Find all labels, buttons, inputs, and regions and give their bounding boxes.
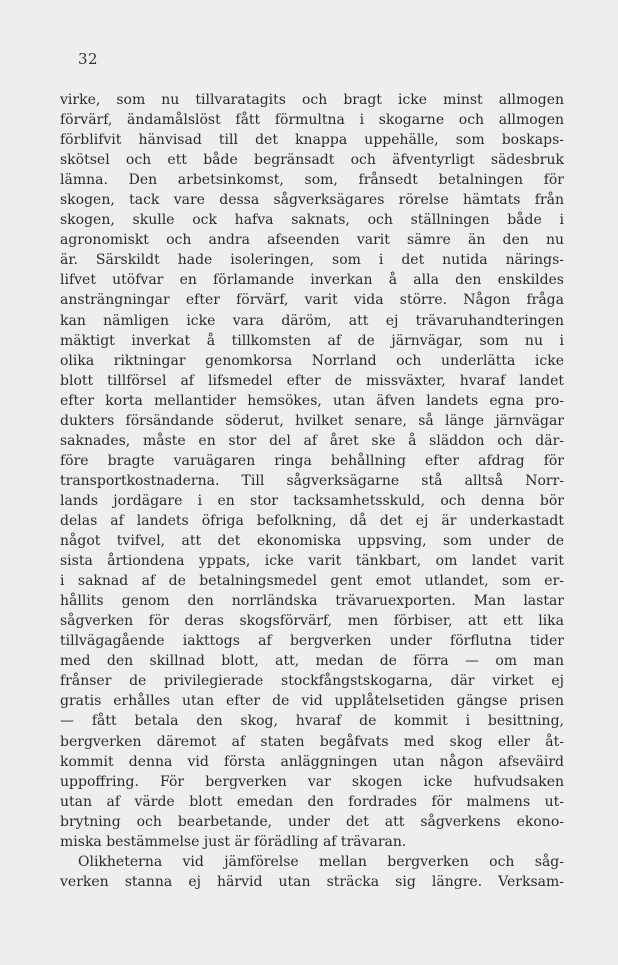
text-line: brytning och bearbetande, under det att sågverkens ekono- [60,813,564,830]
text-line: i saknad af de betalningsmedel gent emot utlandet, som er- [60,573,564,590]
text-line: miska bestämmelse just är förädling af trävaran. [60,833,407,850]
text-line: skogen, tack vare dessa sågverksägares rörelse hämtats från [60,192,564,209]
text-line: frånser de privilegierade stockfångstskogarna, där virket ej [60,673,564,690]
text-line: blott tillförsel af lifsmedel efter de missväxter, hvaraf landet [60,372,564,389]
text-line: kan nämligen icke vara däröm, att ej trävaruhandteringen [60,312,564,329]
text-line: något tvifvel, att det ekonomiska uppsving, som under de [60,533,564,550]
text-line: lifvet utöfvar en förlamande inverkan å alla den enskildes [60,272,564,289]
text-line: skötsel och ett både begränsadt och äfventyrligt sädesbruk [60,152,564,169]
text-line: bergverken däremot af staten begåfvats med skog eller åt- [60,733,564,750]
text-line: sista årtiondena yppats, icke varit tänkbart, om landet varit [60,553,564,570]
text-line: verken stanna ej härvid utan sträcka sig längre. Verksam- [60,873,564,890]
text-line: tillvägagående iakttogs af bergverken under förflutna tider [60,633,564,650]
text-line: skogen, skulle ock hafva saknats, och ställningen både i [60,212,564,229]
text-line: transportkostnaderna. Till sågverksägarne stå alltså Norr- [60,472,564,489]
text-line: hållits genom den norrländska trävaruexporten. Man lastar [60,593,564,610]
text-line: mäktigt inverkat å tillkomsten af de järnvägar, som nu i [60,332,564,349]
text-line: är. Särskildt hade isoleringen, som i det nutida närings- [60,252,564,269]
text-line: virke, som nu tillvaratagits och bragt icke minst allmogen [60,92,564,108]
text-line: förvärf, ändamålslöst fått förmultna i skogarne och allmogen [60,112,564,129]
text-line: saknades, måste en stor del af året ske å släddon och där- [60,432,564,449]
text-line: utan af värde blott emedan den fordrades för malmens ut- [60,793,564,810]
text-line: dukters försändande söderut, hvilket senare, så länge järnvägar [60,412,564,429]
text-line: med den skillnad blott, att, medan de förra — om man [60,653,564,670]
text-line: kommit denna vid första anläggningen utan någon afseväird [60,753,564,770]
text-line: gratis erhålles utan efter de vid upplåtelsetiden gängse prisen [60,693,564,710]
text-line: delas af landets öfriga befolkning, då det ej är underkastadt [60,512,564,529]
text-line: agronomiskt och andra afseenden varit sämre än den nu [60,232,564,249]
body-text [60,90,564,892]
text-line: sågverken för deras skogsförvärf, men förbiser, att ett lika [60,613,564,630]
text-line: före bragte varuägaren ringa behållning efter afdrag för [60,452,564,469]
text-line: ansträngningar efter förvärf, varit vida större. Någon fråga [60,292,564,309]
page-number: 32 [78,50,99,68]
text-line: — fått betala den skog, hvaraf de kommit i besittning, [60,713,564,730]
text-line: olika riktningar genomkorsa Norrland och underlätta icke [60,352,564,369]
text-line: uppoffring. För bergverken var skogen icke hufvudsaken [60,773,564,790]
text-line: Olikheterna vid jämförelse mellan bergverken och såg- [78,853,564,870]
text-line: lands jordägare i en stor tacksamhetsskuld, och denna bör [60,492,564,509]
text-line: efter korta mellantider hemsökes, utan äfven landets egna pro- [60,392,564,409]
text-line: lämna. Den arbetsinkomst, som, frånsedt betalningen för [60,172,564,189]
text-line: förblifvit hänvisad till det knappa uppehälle, som boskaps- [60,132,564,149]
